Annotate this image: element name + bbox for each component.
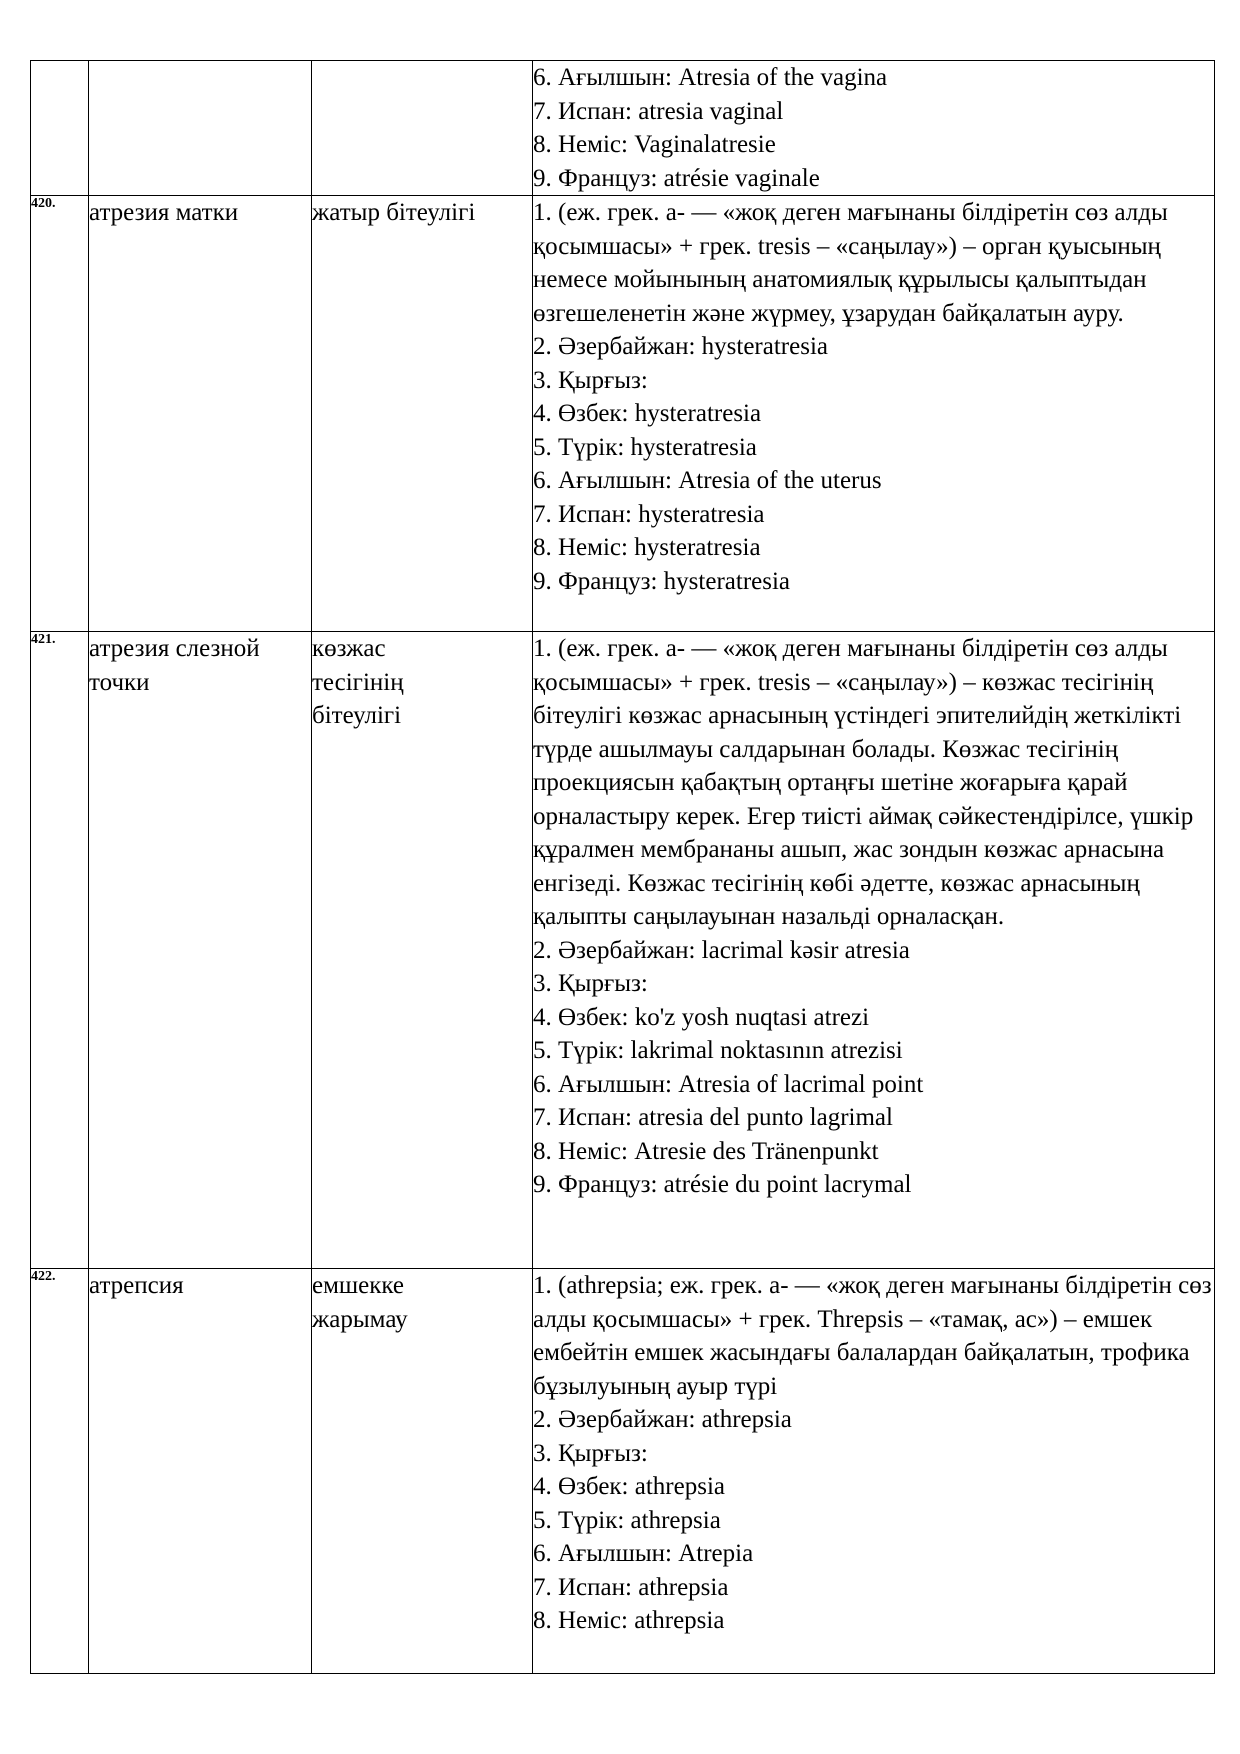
definition-line: 7. Испан: atresia del punto lagrimal <box>533 1104 893 1131</box>
table-row <box>31 61 1215 196</box>
russian-term <box>89 1269 312 1674</box>
russian-term-line: атрепсия <box>89 1272 184 1299</box>
definition-line: 6. Ағылшын: Atresia of the uterus <box>533 467 882 494</box>
kazakh-term <box>312 61 533 196</box>
definition-line: 2. Әзербайжан: athrepsia <box>533 1406 792 1433</box>
kazakh-term <box>312 632 533 1269</box>
definition-line: 9. Француз: hysteratresia <box>533 567 791 595</box>
definition-line: 9. Француз: atrésie du point lacrymal <box>533 1171 912 1198</box>
table-row <box>31 1269 1215 1674</box>
kazakh-term-line: бітеулігі <box>312 702 402 729</box>
kazakh-term-line: жарымау <box>312 1305 408 1333</box>
definition-line: 5. Түрік: athrepsia <box>533 1506 721 1534</box>
definition-line: 3. Қырғыз: <box>533 366 648 394</box>
kazakh-term-line: көзжас <box>312 635 386 662</box>
russian-term-line: атрезия матки <box>89 199 239 226</box>
kazakh-term <box>312 1269 533 1674</box>
definition-line: 1. (athrepsia; еж. грек. а- — «жоқ деген мағынаны білдіретін сөз алды қосымшасы» + грек. Threpsis – «тамақ, ас») – емшек ембейтін емшек жасындағы балалардан байқалатын, трофика бұзылуының ауыр түрі <box>533 1272 1212 1400</box>
entry-number: 421. <box>31 632 89 1269</box>
table-row <box>31 196 1215 632</box>
kazakh-term-line: жатыр бітеулігі <box>312 199 476 226</box>
definition-line: 7. Испан: athrepsia <box>533 1573 729 1601</box>
definition-line: 5. Түрік: lakrimal noktasının atrezisi <box>533 1037 903 1064</box>
kazakh-term-line: тесігінің <box>312 668 404 696</box>
definition-line: 4. Өзбек: ko'z yosh nuqtasi atrezi <box>533 1003 870 1031</box>
russian-term <box>89 632 312 1269</box>
entry-number: 420. <box>31 196 89 632</box>
definition-cell <box>533 632 1215 1269</box>
definition-line: 8. Неміс: Atresie des Tränenpunkt <box>533 1137 879 1165</box>
entry-number <box>31 61 89 196</box>
entry-number: 422. <box>31 1269 89 1674</box>
definition-cell <box>533 61 1215 196</box>
definition-line: 6. Ағылшын: Atresia of the vagina <box>533 64 888 91</box>
definition-line: 4. Өзбек: hysteratresia <box>533 400 762 427</box>
russian-term-line: атрезия слезной <box>89 635 260 662</box>
definition-line: 5. Түрік: hysteratresia <box>533 433 757 461</box>
terms-table-body <box>31 61 1215 1674</box>
definition-line: 7. Испан: hysteratresia <box>533 500 765 528</box>
definition-line: 1. (еж. грек. а- — «жоқ деген мағынаны білдіретін сөз алды қосымшасы» + грек. tresis – «саңылау») – көзжас тесігінің бітеулігі көзжас арнасының үстіндегі эпителийдің жеткілікті түрде ашылмауы салдарынан болады. Көзжас тесігінің проекциясын қабақтың ортаңғы шетіне жоғарыға қарай орналастыру керек. Егер тиісті аймақ сәйкестендірілсе, үшкір құралмен мембрананы ашып, жас зондын көзжас арнасына енгізеді. Көзжас тесігінің көбі әдетте, көзжас арнасының қалыпты саңылауынан назальді орналасқан. <box>533 635 1194 930</box>
definition-line: 1. (еж. грек. а- — «жоқ деген мағынаны білдіретін сөз алды қосымшасы» + грек. tresis – «саңылау») – орган қуысының немесе мойынының анатомиялық құрылысы қалыптыдан өзгешеленетін және жүрмеу, ұзарудан байқалатын ауру. <box>533 199 1168 327</box>
terms-table <box>30 60 1215 1674</box>
definition-line: 9. Француз: atrésie vaginale <box>533 164 820 192</box>
kazakh-term-line: емшекке <box>312 1272 405 1299</box>
definition-line: 7. Испан: atresia vaginal <box>533 97 784 125</box>
kazakh-term <box>312 196 533 632</box>
definition-line: 4. Өзбек: athrepsia <box>533 1473 725 1500</box>
definition-line: 8. Неміс: Vaginalatresie <box>533 131 776 158</box>
definition-cell <box>533 196 1215 632</box>
russian-term-line: точки <box>89 668 150 696</box>
table-row <box>31 632 1215 1269</box>
definition-cell <box>533 1269 1215 1674</box>
definition-line: 2. Әзербайжан: hysteratresia <box>533 333 828 360</box>
definition-line: 6. Ағылшын: Atresia of lacrimal point <box>533 1070 924 1098</box>
russian-term <box>89 196 312 632</box>
definition-line: 8. Неміс: hysteratresia <box>533 534 761 561</box>
definition-line: 3. Қырғыз: <box>533 970 648 997</box>
definition-line: 2. Әзербайжан: lacrimal kəsir atresia <box>533 936 910 964</box>
definition-line: 8. Неміс: athrepsia <box>533 1607 725 1634</box>
definition-line: 3. Қырғыз: <box>533 1439 648 1467</box>
russian-term <box>89 61 312 196</box>
definition-line: 6. Ағылшын: Atrepia <box>533 1540 754 1567</box>
